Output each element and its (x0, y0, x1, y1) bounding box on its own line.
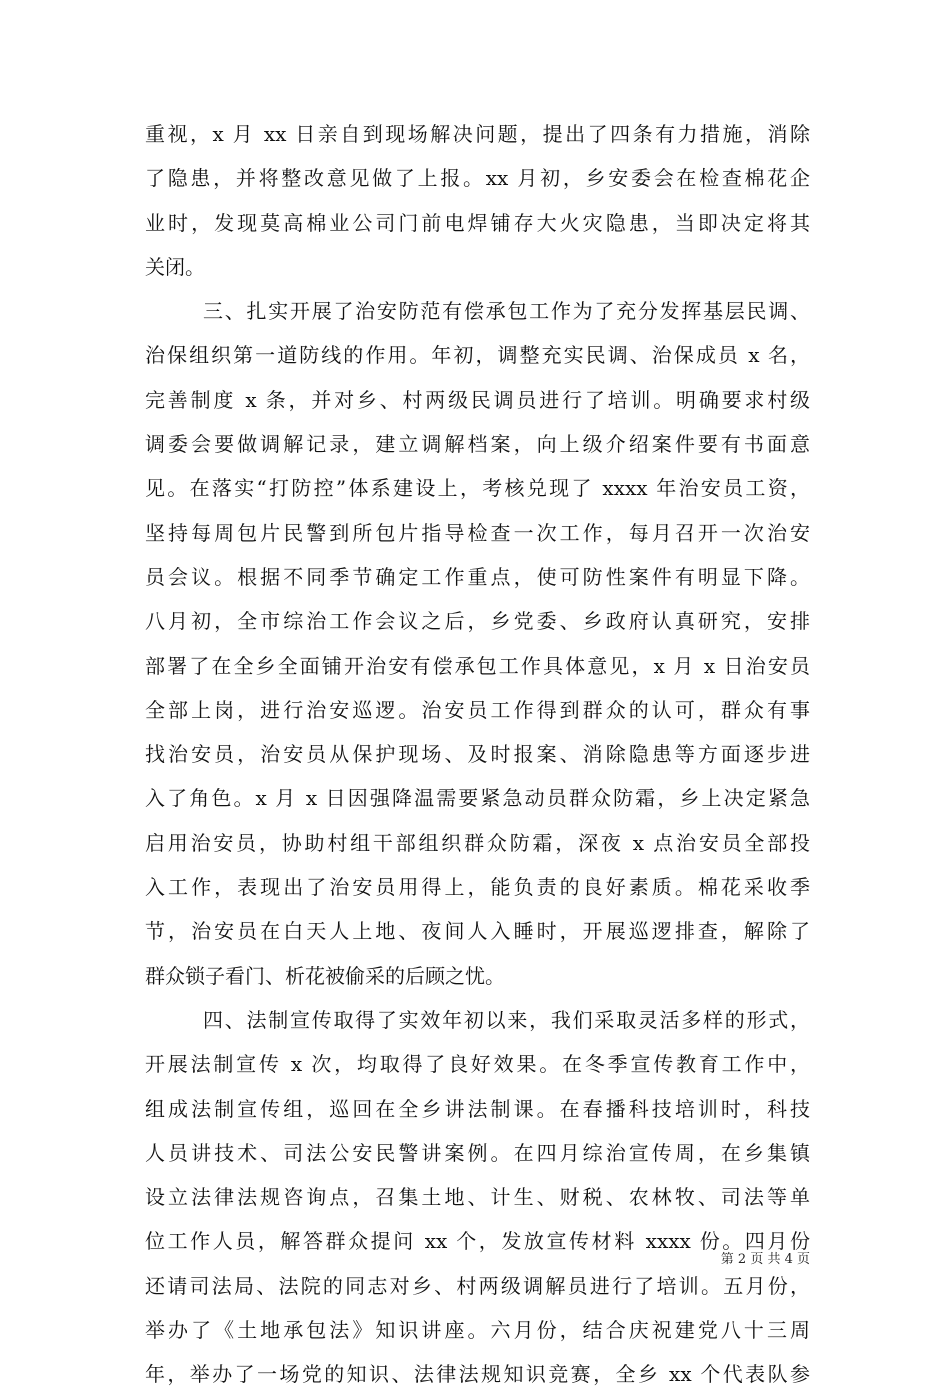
text-line: 位工作人员，解答群众提问 xx 个，发放宣传材料 xxxx 份。四月份 (145, 1229, 810, 1254)
text-line: 全部上岗，进行治安巡逻。治安员工作得到群众的认可，群众有事 (145, 697, 810, 722)
text-line: 人员讲技术、司法公安民警讲案例。在四月综治宣传周，在乡集镇 (145, 1140, 810, 1165)
text-line: 了隐患，并将整改意见做了上报。xx 月初，乡安委会在检查棉花企 (145, 166, 810, 191)
text-line: 见。在落实“打防控”体系建设上，考核兑现了 xxxx 年治安员工资， (145, 476, 810, 501)
paragraph-heading-line: 三、扎实开展了治安防范有偿承包工作为了充分发挥基层民调、 (203, 299, 810, 324)
text-line: 员会议。根据不同季节确定工作重点，使可防性案件有明显下降。 (145, 564, 810, 589)
paragraph-heading-line: 四、法制宣传取得了实效年初以来，我们采取灵活多样的形式， (203, 1007, 810, 1032)
text-line: 组成法制宣传组，巡回在全乡讲法制课。在春播科技培训时，科技 (145, 1096, 810, 1121)
text-line: 坚持每周包片民警到所包片指导检查一次工作，每月召开一次治安 (145, 520, 810, 545)
text-line: 群众锁子看门、析花被偷采的后顾之忧。 (145, 963, 505, 988)
text-line: 年，举办了一场党的知识、法律法规知识竞赛，全乡 xx 个代表队参 (145, 1362, 810, 1387)
text-line: 举办了《土地承包法》知识讲座。六月份，结合庆祝建党八十三周 (145, 1318, 810, 1343)
body-text (145, 112, 810, 1397)
text-line: 关闭。 (145, 254, 205, 279)
text-line: 找治安员，治安员从保护现场、及时报案、消除隐患等方面逐步进 (145, 742, 810, 767)
text-line: 完善制度 x 条，并对乡、村两级民调员进行了培训。明确要求村级 (145, 387, 810, 412)
page-number: 第 2 页 共 4 页 (720, 1252, 810, 1267)
text-line: 重视，x 月 xx 日亲自到现场解决问题，提出了四条有力措施，消除 (145, 122, 810, 146)
text-line: 业时，发现莫高棉业公司门前电焊铺存大火灾隐患，当即决定将其 (145, 210, 810, 235)
text-line: 入了角色。x 月 x 日因强降温需要紧急动员群众防霜，乡上决定紧急 (145, 786, 810, 811)
text-line: 设立法律法规咨询点，召集土地、计生、财税、农林牧、司法等单 (145, 1185, 810, 1210)
text-line: 调委会要做调解记录，建立调解档案，向上级介绍案件要有书面意 (145, 432, 810, 457)
text-line: 八月初，全市综治工作会议之后，乡党委、乡政府认真研究，安排 (145, 609, 810, 634)
text-line: 开展法制宣传 x 次，均取得了良好效果。在冬季宣传教育工作中， (145, 1052, 810, 1077)
text-line: 还请司法局、法院的同志对乡、村两级调解员进行了培训。五月份， (145, 1273, 810, 1298)
text-line: 节，治安员在白天人上地、夜间人入睡时，开展巡逻排查，解除了 (145, 919, 810, 944)
text-line: 入工作，表现出了治安员用得上，能负责的良好素质。棉花采收季 (145, 875, 810, 900)
text-line: 治保组织第一道防线的作用。年初，调整充实民调、治保成员 x 名， (145, 343, 810, 368)
text-line: 部署了在全乡全面铺开治安有偿承包工作具体意见，x 月 x 日治安员 (145, 653, 810, 678)
text-line: 启用治安员，协助村组干部组织群众防霜，深夜 x 点治安员全部投 (145, 830, 810, 855)
